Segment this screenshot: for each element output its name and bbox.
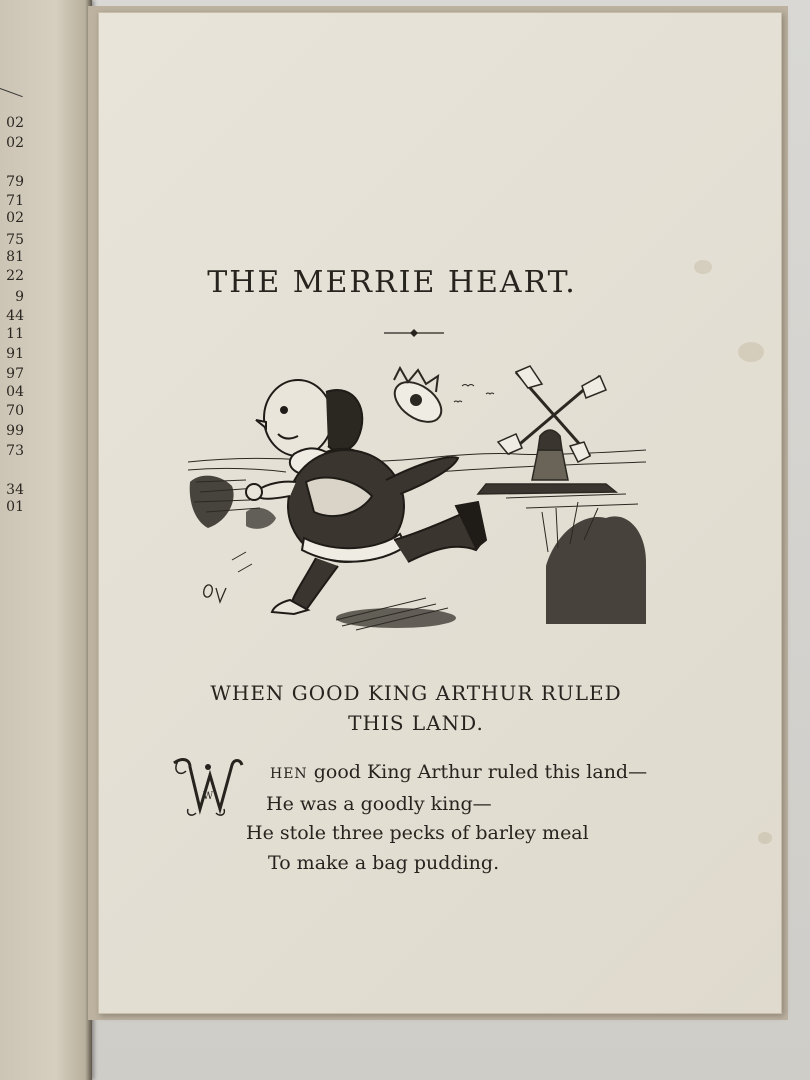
page-number: 44 [6, 308, 24, 324]
verse-line-rest: good King Arthur ruled this land— [307, 761, 648, 783]
paper-stain [694, 260, 712, 274]
page-number: 34 [6, 482, 24, 498]
page-number: 91 [6, 346, 24, 362]
paper-stain [758, 832, 772, 844]
title-ornament [382, 327, 446, 339]
page-number: 11 [6, 326, 24, 342]
verse-line: To make a bag pudding. [268, 851, 500, 874]
page-number: 71 [6, 193, 24, 209]
page-number: 81 [6, 249, 24, 265]
page-number: 04 [6, 384, 24, 400]
running-king-illustration [186, 362, 648, 638]
page-number: 73 [6, 443, 24, 459]
poem-title-line: WHEN GOOD KING ARTHUR RULED [210, 681, 622, 705]
page-number: 70 [6, 403, 24, 419]
page-number: 97 [6, 366, 24, 382]
verse-smallcaps: HEN [270, 766, 308, 782]
left-page-rule [0, 88, 23, 97]
left-page [0, 0, 92, 1080]
page-title: THE MERRIE HEART. [207, 265, 577, 300]
page-number: 02 [6, 135, 24, 151]
verse-line: He stole three pecks of barley meal [246, 822, 589, 844]
page-number: 9 [15, 289, 24, 305]
verse-line [200, 758, 647, 790]
page-number: 22 [6, 268, 24, 284]
verse-line: He was a goodly king— [266, 792, 492, 815]
page-number: 02 [6, 115, 24, 131]
page-number: 01 [6, 499, 24, 515]
page-number: 75 [6, 232, 24, 248]
poem-title-line: THIS LAND. [348, 711, 484, 735]
poem-verse [200, 758, 647, 878]
page-number: 99 [6, 423, 24, 439]
paper-stain [738, 342, 764, 362]
page-number: 79 [6, 174, 24, 190]
page-number: 02 [6, 210, 24, 226]
svg-text:W: W [202, 791, 214, 802]
poem-title [150, 678, 682, 738]
